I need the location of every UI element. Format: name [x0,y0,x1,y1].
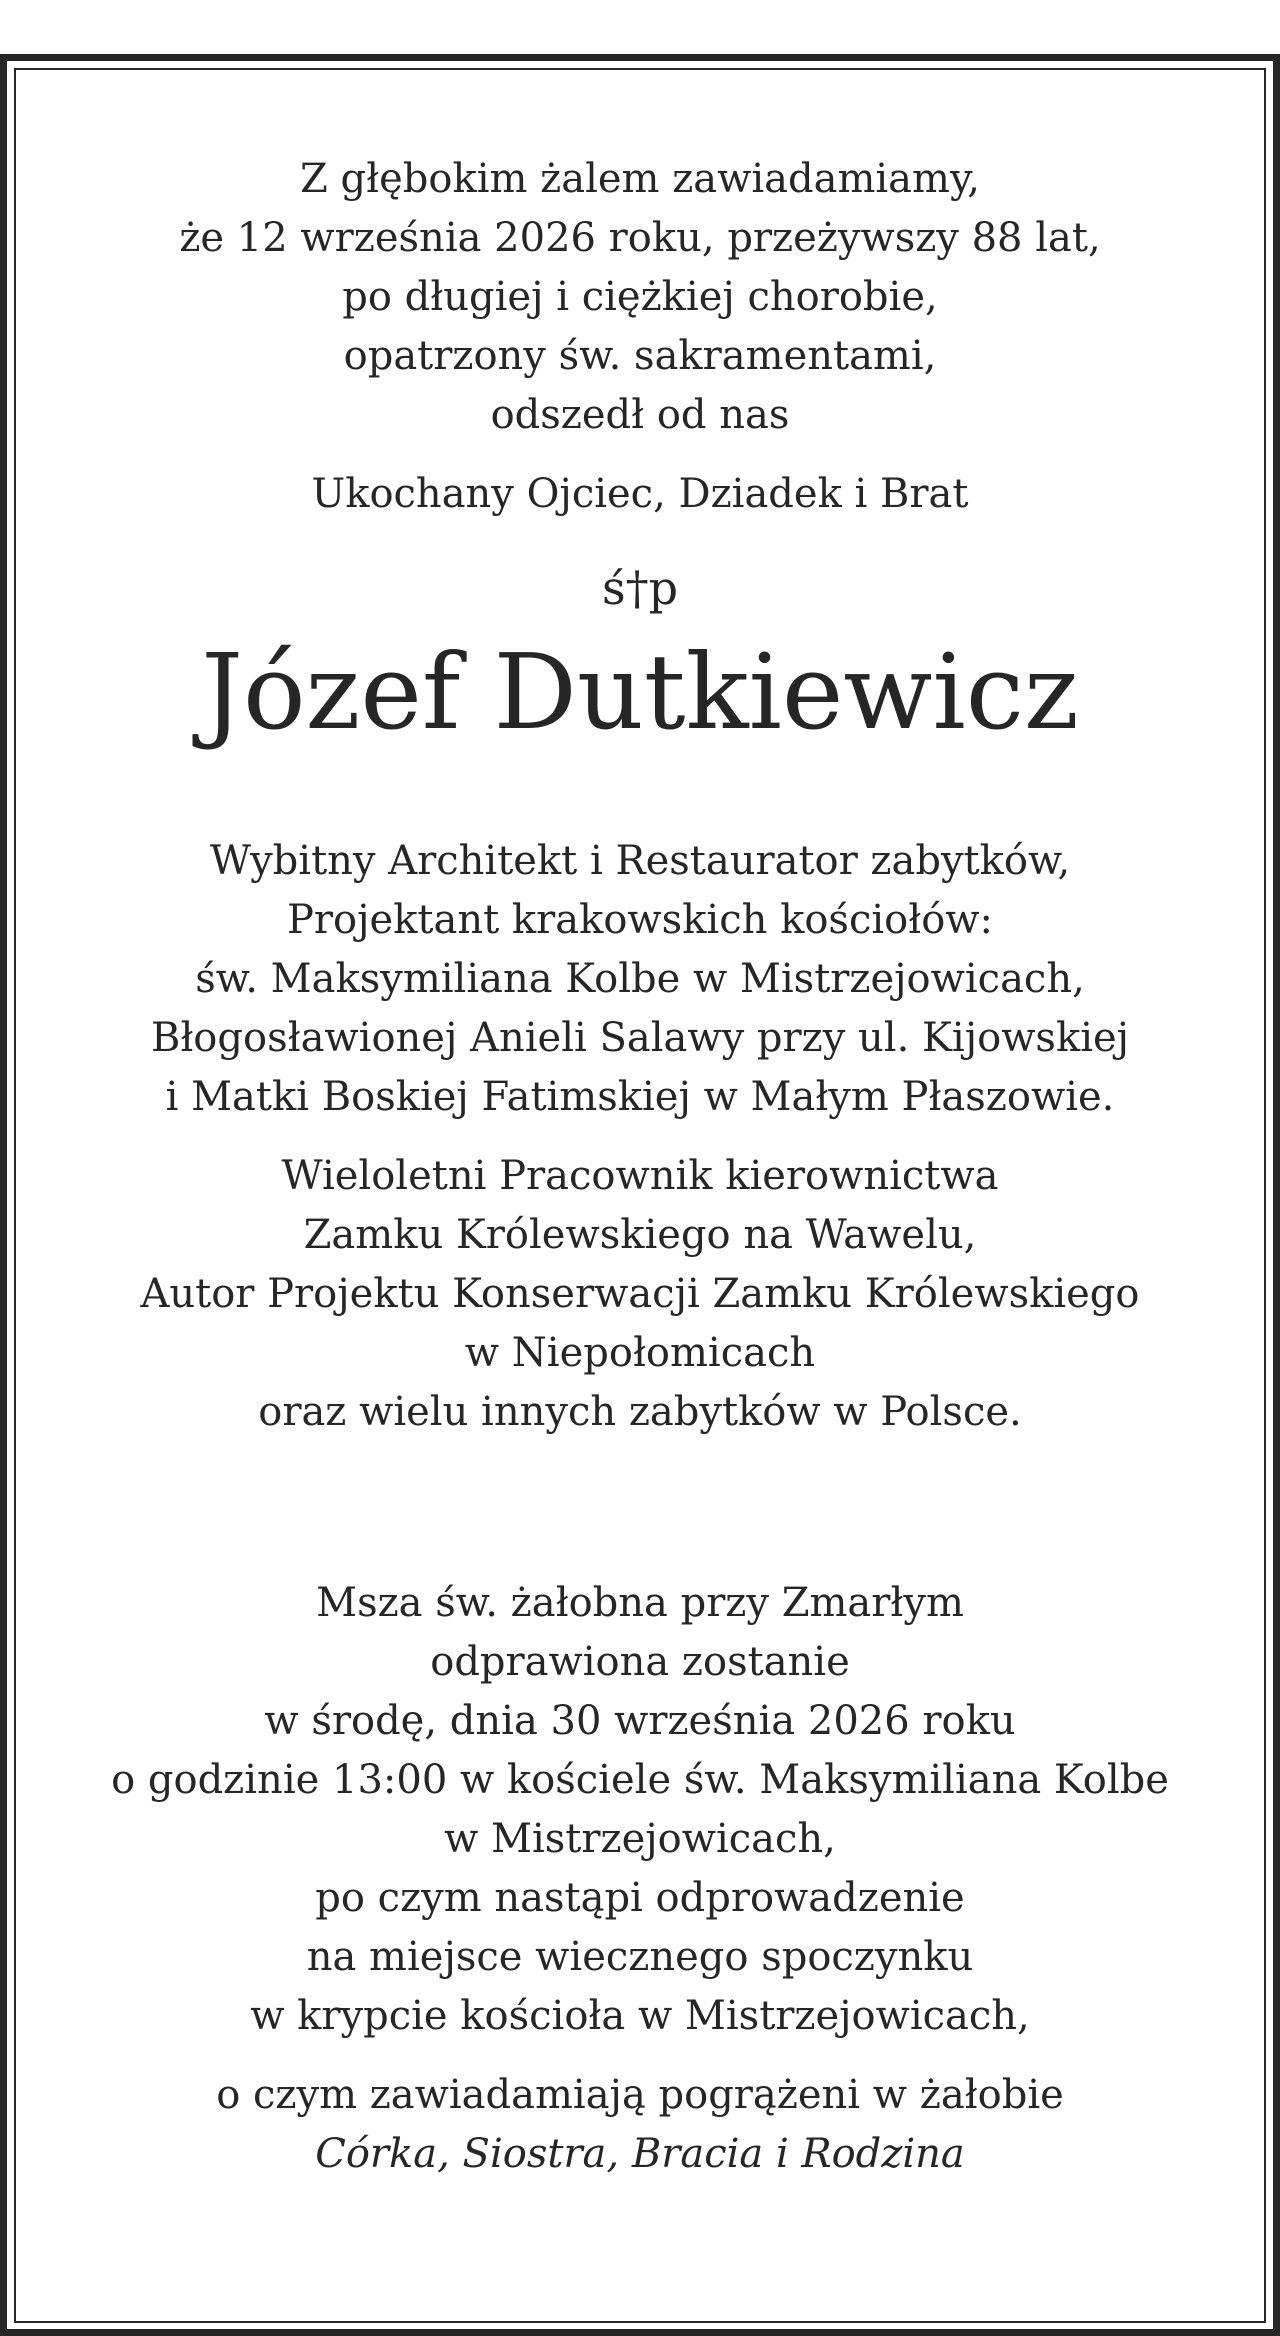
profession-line: Projektant krakowskich kościołów: [287,897,993,943]
mass-line: Msza św. żałobna przy Zmarłym [316,1580,964,1626]
stp-cross-mark: ś†p [601,561,679,615]
mass-line: po czym nastąpi odprowadzenie [315,1875,965,1921]
career-line: oraz wielu innych zabytków w Polsce. [258,1389,1022,1435]
mass-line: o godzinie 13:00 w kościele św. Maksymiliana Kolbe [111,1757,1169,1803]
mass-line: w Mistrzejowicach, [444,1816,836,1862]
intro-line: opatrzony św. sakramentami, [343,333,937,379]
funeral-mass-paragraph [60,1574,1220,2046]
closing-line: o czym zawiadamiają pogrążeni w żałobie [216,2072,1064,2118]
deceased-name: Józef Dutkiewicz [201,631,1079,753]
career-line: Wieloletni Pracownik kierownictwa [281,1153,999,1199]
profession-line: i Matki Boskiej Fatimskiej w Małym Płaszowie. [165,1074,1115,1120]
intro-line: odszedł od nas [490,392,790,438]
career-paragraph [60,1147,1220,1442]
career-line: Zamku Królewskiego na Wawelu, [303,1212,977,1258]
relation-line: Ukochany Ojciec, Dziadek i Brat [311,471,969,517]
family-signature: Córka, Siostra, Bracia i Rodzina [315,2131,965,2177]
mass-line: w krypcie kościoła w Mistrzejowicach, [250,1993,1030,2039]
profession-line: Wybitny Architekt i Restaurator zabytków, [209,838,1071,884]
profession-line: Błogosławionej Anieli Salawy przy ul. Kijowskiej [150,1015,1130,1061]
intro-line: że 12 września 2026 roku, przeżywszy 88 lat, [179,215,1101,261]
intro-line: Z głębokim żalem zawiadamiamy, [300,156,980,202]
intro-paragraph [60,150,1220,445]
career-line: Autor Projektu Konserwacji Zamku Królewskiego [140,1271,1140,1317]
profession-paragraph [60,832,1220,1127]
mass-line: w środę, dnia 30 września 2026 roku [264,1698,1016,1744]
mass-line: odprawiona zostanie [430,1639,850,1685]
obituary-notice [60,150,1220,2184]
career-line: w Niepołomicach [464,1330,816,1376]
profession-line: św. Maksymiliana Kolbe w Mistrzejowicach, [195,956,1085,1002]
intro-line: po długiej i ciężkiej chorobie, [342,274,938,320]
mass-line: na miejsce wiecznego spoczynku [306,1934,974,1980]
